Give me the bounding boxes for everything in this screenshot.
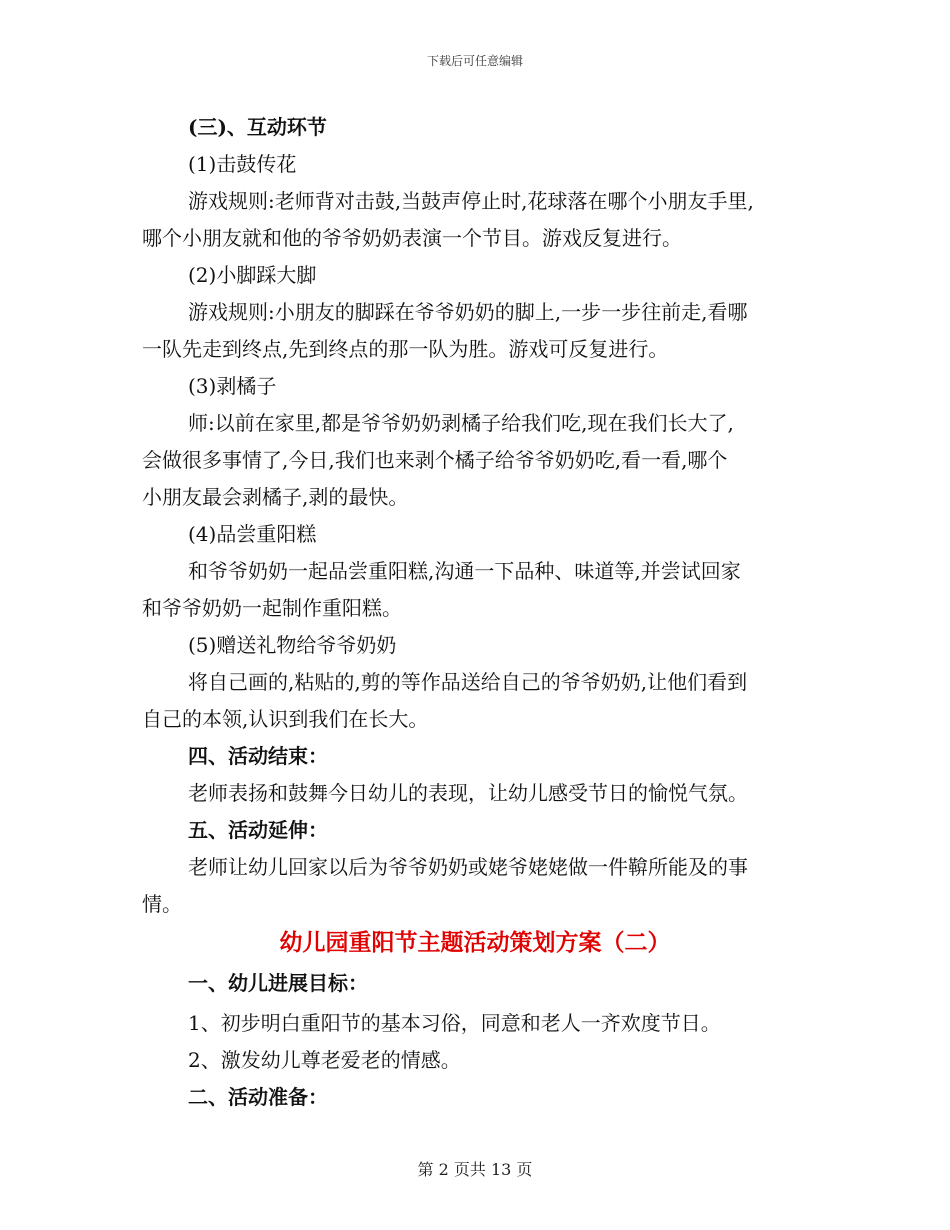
page-footer: 第 2 页共 13 页	[417, 1160, 533, 1179]
paragraph-line: 哪个小朋友就和他的爷爷奶奶表演一个节目。游戏反复进行。	[142, 226, 682, 250]
paragraph-line: 会做很多事情了,今日,我们也来剥个橘子给爷爷奶奶吃,看一看,哪个	[142, 448, 728, 472]
document-title: 幼儿园重阳节主题活动策划方案（二）	[279, 929, 671, 956]
paragraph-line: 情。	[142, 892, 182, 916]
game-title: (3)剥橘子	[188, 374, 277, 398]
paragraph-line: 和爷爷奶奶一起制作重阳糕。	[142, 596, 402, 620]
paragraph-line: 游戏规则:老师背对击鼓,当鼓声停止时,花球落在哪个小朋友手里,	[188, 189, 754, 213]
paragraph-line: 老师表扬和鼓舞今日幼儿的表现，让幼儿感受节日的愉悦气氛。	[188, 781, 748, 805]
section-heading-interaction: (三)、互动环节	[188, 115, 327, 139]
page-header: 下载后可任意编辑	[426, 54, 523, 68]
paragraph-line: 2、激发幼儿尊老爱老的情感。	[188, 1048, 461, 1072]
game-title: (2)小脚踩大脚	[188, 263, 317, 287]
paragraph-line: 和爷爷奶奶一起品尝重阳糕,沟通一下品种、味道等,并尝试回家	[188, 559, 741, 583]
section-heading-end: 四、活动结束：	[188, 744, 328, 768]
paragraph-line: 一队先走到终点,先到终点的那一队为胜。游戏可反复进行。	[142, 337, 669, 361]
game-title: (4)品尝重阳糕	[188, 522, 317, 546]
paragraph-line: 1、初步明白重阳节的基本习俗，同意和老人一齐欢度节日。	[188, 1011, 721, 1035]
section-heading-goals: 一、幼儿进展目标：	[188, 971, 368, 995]
paragraph-line: 师:以前在家里,都是爷爷奶奶剥橘子给我们吃,现在我们长大了,	[188, 411, 734, 435]
paragraph-line: 小朋友最会剥橘子,剥的最快。	[142, 485, 409, 509]
section-heading-extension: 五、活动延伸：	[188, 818, 328, 842]
game-title: (5)赠送礼物给爷爷奶奶	[188, 633, 397, 657]
paragraph-line: 自己的本领,认识到我们在长大。	[142, 707, 429, 731]
paragraph-line: 将自己画的,粘贴的,剪的等作品送给自己的爷爷奶奶,让他们看到	[188, 670, 748, 694]
paragraph-line: 游戏规则:小朋友的脚踩在爷爷奶奶的脚上,一步一步往前走,看哪	[188, 300, 748, 324]
paragraph-line: 老师让幼儿回家以后为爷爷奶奶或姥爷姥姥做一件鞥所能及的事	[188, 855, 748, 879]
game-title: (1)击鼓传花	[188, 152, 297, 176]
section-heading-preparation: 二、活动准备：	[188, 1085, 328, 1109]
